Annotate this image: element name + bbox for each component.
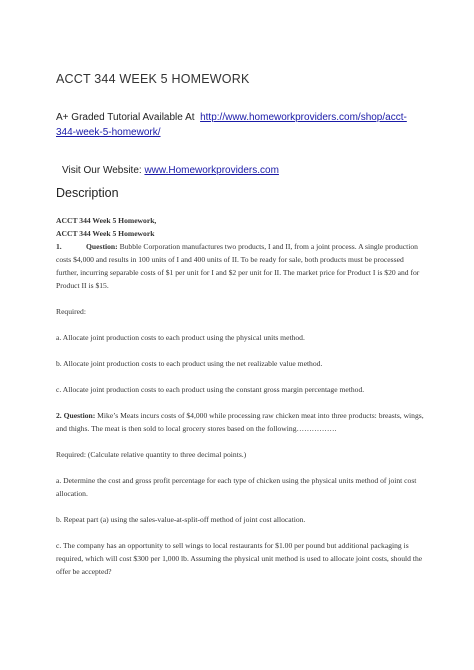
question-2 (56, 409, 424, 435)
question-1-label: Question: (86, 242, 118, 251)
question-2-label: 2. Question: (56, 411, 96, 420)
question-2-text: Mike’s Meats incurs costs of $4,000 while processing raw chicken meat into three products: breasts, wings, and thighs. The meat is then sold to local grocery stores based on the following……………. (56, 411, 424, 433)
visit-line (62, 165, 279, 176)
question-2c: c. The company has an opportunity to sell wings to local restaurants for $1.00 per pound but additional packaging is required, which will cost $300 per 1,000 lb. Assuming the physical unit method is used to allocate joint costs, should the offer be accepted? (56, 541, 423, 576)
question-2-required: Required: (Calculate relative quantity to three decimal points.) (56, 450, 247, 459)
question-1 (56, 240, 424, 292)
tutorial-prefix: A+ Graded Tutorial Available At (56, 112, 195, 123)
question-1c: c. Allocate joint production costs to each product using the constant gross margin percentage method. (56, 385, 365, 394)
question-1-number: 1. (56, 242, 62, 251)
required-label: Required: (56, 307, 86, 316)
description-body (56, 214, 424, 578)
body-heading-2: ACCT 344 Week 5 Homework (56, 229, 155, 238)
question-2b: b. Repeat part (a) using the sales-value-at-split-off method of joint cost allocation. (56, 515, 306, 524)
visit-prefix: Visit Our Website: (62, 165, 142, 176)
description-heading: Description (56, 186, 119, 200)
body-heading-1: ACCT 344 Week 5 Homework, (56, 216, 157, 225)
question-1-text: Bubble Corporation manufactures two products, I and II, from a joint process. A single production costs $4,000 and results in 100 units of I and 400 units of II. To be ready for sale, both products must be processed further, incurring separable costs of $1 per unit for I and $2 per unit for II. The market price for Product I is $20 and for Product II is $15. (56, 242, 420, 290)
tutorial-link[interactable]: http://www.homeworkproviders.com/shop/acct-344-week-5-homework/ (56, 112, 407, 138)
question-1b: b. Allocate joint production costs to each product using the net realizable value method. (56, 359, 323, 368)
visit-link[interactable]: www.Homeworkproviders.com (144, 165, 279, 176)
question-1a: a. Allocate joint production costs to each product using the physical units method. (56, 333, 305, 342)
question-2a: a. Determine the cost and gross profit percentage for each type of chicken using the physical units method of joint cost allocation. (56, 476, 417, 498)
document-title: ACCT 344 WEEK 5 HOMEWORK (56, 72, 250, 86)
tutorial-line (56, 110, 426, 140)
